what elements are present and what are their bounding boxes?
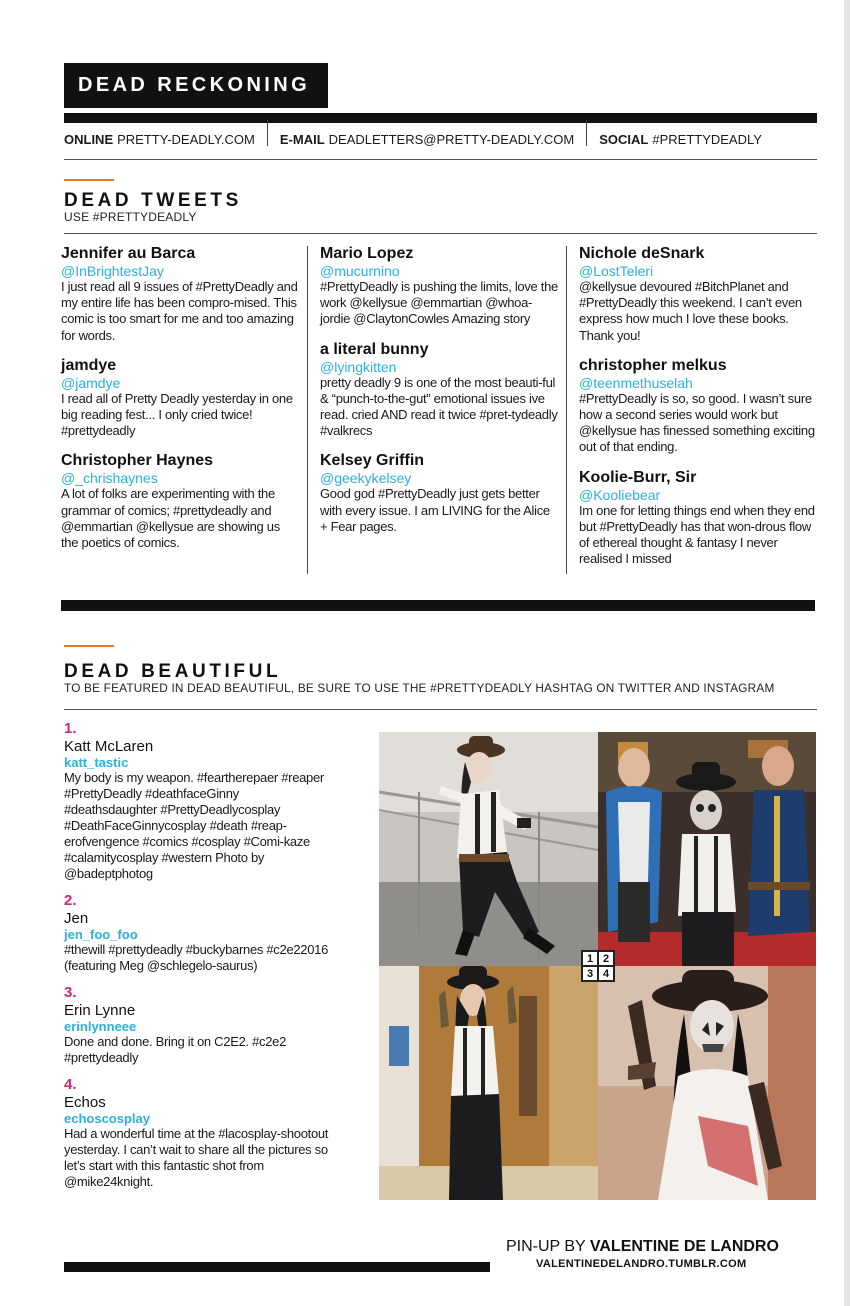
column-divider [307,246,308,574]
photo-number-badge [581,950,615,982]
tweet-handle[interactable]: @LostTeleri [579,263,654,279]
tweet-handle[interactable]: @_chrishaynes [61,470,158,487]
tweet-handle[interactable]: @jamdye [61,374,121,391]
contact-social [599,132,762,147]
tweets-title: DEAD TWEETS [64,190,242,211]
photo-number: 2 [598,951,614,966]
entry-handle[interactable]: echoscosplay [64,1111,150,1126]
contact-online [64,132,255,147]
entry-handle[interactable]: katt_tastic [64,755,129,770]
entry-text: My body is my weapon. #feartherepaer #reaper #PrettyDeadly #deathfaceGinny #deathsdaughter #PrettyDeadlycosplay #DeathFaceGinnycosplay #death #reap-erofvengence #comics #cosplay #Comi-kaze #calamitycosplay #western Photo by @badeptphotog [64,770,324,881]
tweet-author: Kelsey Griffin [320,452,425,470]
entry-text: Done and done. Bring it on C2E2. #c2e2 #prettydeadly [64,1034,287,1065]
contact-label: ONLINE [64,131,114,147]
entry-handle[interactable]: erinlynneee [64,1019,137,1034]
tweet-handle[interactable]: @mucurnino [320,263,400,279]
tweet-text: Good god #PrettyDeadly just gets better with every issue. I am LIVING for the Alice + Fear pages. [320,486,550,534]
tweet-handle[interactable]: @InBrightestJay [61,263,164,279]
tweet-text: @kellysue devoured #BitchPlanet and #PrettyDeadly this weekend. I can’t even express how much I love these books. Thank you! [579,279,802,343]
tweet-text: pretty deadly 9 is one of the most beauti-ful & “punch-to-the-gut” emotional issues ive read. cried AND read it twice #pret-tydeadly #valkrecs [320,374,558,439]
contact-online-link[interactable]: PRETTY-DEADLY.COM [117,131,255,147]
cosplay-entry [64,1076,332,1190]
cosplay-entry [64,720,332,882]
contact-bar [64,128,817,150]
section-divider-rule [61,600,815,611]
tweet-author: Jennifer au Barca [61,245,196,262]
contact-email [280,132,574,147]
beautiful-title: DEAD BEAUTIFUL [64,661,282,682]
contact-rule [64,159,817,160]
beautiful-accent-rule [64,645,114,647]
beautiful-rule [64,709,817,710]
tweets-accent-rule [64,179,114,181]
entry-text: #thewill #prettydeadly #buckybarnes #c2e22016 (featuring Meg @schlegelo-saurus) [64,942,329,973]
tweet-text: I read all of Pretty Deadly yesterday in one big reading fest... I only cried twice! #prettydeadly [61,390,293,439]
photo-number: 4 [598,966,614,981]
cosplay-list [64,720,332,1200]
tweet-handle[interactable]: @geekykelsey [320,470,412,487]
tweet-handle[interactable]: @teenmethuselah [579,374,693,391]
tweet [320,452,558,535]
cosplay-photo-1 [379,732,598,966]
cosplay-entry [64,984,332,1066]
contact-separator [267,120,268,146]
tweets-subtitle: USE #PRETTYDEADLY [64,210,197,224]
contact-label: SOCIAL [599,131,649,147]
column-divider [566,246,567,574]
entry-name: Echos [64,1094,106,1111]
contact-separator [586,120,587,146]
entry-number: 1. [64,720,77,737]
tweet [61,452,299,551]
tweet [320,245,558,328]
tweet-column-3 [579,245,817,580]
tweet-author: christopher melkus [579,356,727,374]
tweet-text: I just read all 9 issues of #PrettyDeadly and my entire life has been compro-mised. This comic is too smart for me and too amazing for words. [61,279,298,343]
cosplay-photo-2 [598,732,816,966]
header-rule [64,113,817,123]
tweet-author: a literal bunny [320,340,429,358]
tweet [579,357,817,456]
entry-number: 4. [64,1076,77,1093]
photo-number: 1 [582,951,598,966]
masthead-title [64,63,328,108]
tweet-author: Koolie-Burr, Sir [579,468,697,486]
tweet-text: A lot of folks are experimenting with the grammar of comics; #prettydeadly and @emmartian @kellysue are showing us the poetics of comics. [61,486,280,551]
photo-number: 3 [582,966,598,981]
cosplay-photo-3 [379,966,598,1200]
tweet-author: Nichole deSnark [579,245,705,262]
contact-social-link[interactable]: #PRETTYDEADLY [652,131,762,147]
entry-number: 3. [64,984,77,1001]
tweet-column-2 [320,245,558,548]
tweet-text: Im one for letting things end when they end but #PrettyDeadly has that won-drous flow of ethereal thought & fantasy I never realised I missed [579,502,815,567]
tweet-handle[interactable]: @Kooliebear [579,486,661,503]
tweet [61,357,299,440]
tweet-author: jamdye [61,356,117,374]
entry-number: 2. [64,892,77,909]
pinup-credit [506,1238,779,1256]
tweet [579,245,817,344]
contact-email-link[interactable]: DEADLETTERS@PRETTY-DEADLY.COM [328,131,575,147]
cosplay-entry [64,892,332,974]
tweet-handle[interactable]: @lyingkitten [320,358,397,375]
beautiful-subtitle: TO BE FEATURED IN DEAD BEAUTIFUL, BE SURE TO USE THE #PRETTYDEADLY HASHTAG ON TWITTER AND INSTAGRAM [64,681,775,695]
tweet [579,469,817,568]
pinup-artist: VALENTINE DE LANDRO [589,1238,779,1255]
entry-name: Jen [64,910,89,927]
tweet-text: #PrettyDeadly is pushing the limits, love the work @kellysue @emmartian @whoa-jordie @ClaytonCowles Amazing story [320,279,558,327]
page-edge [844,0,850,1306]
tweet-author: Christopher Haynes [61,452,214,470]
contact-label: E-MAIL [279,131,325,147]
entry-name: Erin Lynne [64,1002,136,1019]
tweet-text: #PrettyDeadly is so, so good. I wasn’t sure how a second series would work but @kellysue has finessed something exciting out of that ending. [579,390,815,455]
tweet-author: Mario Lopez [320,245,414,262]
tweet [320,341,558,440]
footer-rule [64,1262,490,1272]
cosplay-photo-4 [598,966,816,1200]
tweets-rule [64,233,817,234]
tweet [61,245,299,344]
pinup-url[interactable]: VALENTINEDELANDRO.TUMBLR.COM [536,1258,747,1270]
masthead-text: DEAD RECKONING [78,74,311,96]
entry-handle[interactable]: jen_foo_foo [64,927,138,942]
pinup-prefix: PIN-UP BY [506,1238,586,1255]
entry-name: Katt McLaren [64,738,154,755]
tweet-column-1 [61,245,299,564]
entry-text: Had a wonderful time at the #lacosplay-shootout yesterday. I can’t wait to share all the pictures so let’s start with this fantastic shot from @mike24knight. [64,1126,329,1189]
